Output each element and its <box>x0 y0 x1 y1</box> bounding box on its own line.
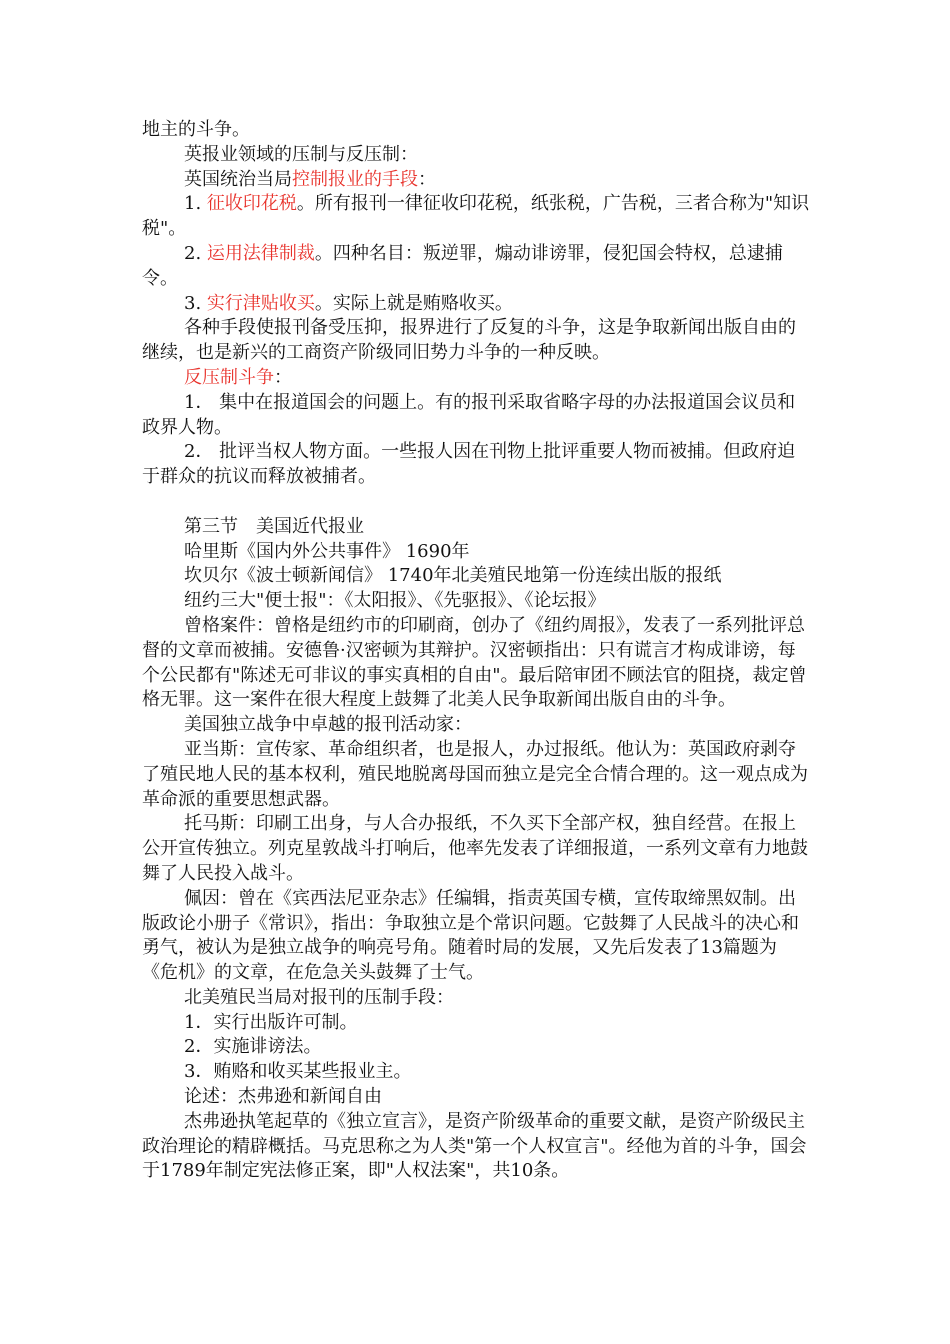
paragraph <box>142 1085 810 1110</box>
paragraph <box>142 564 810 589</box>
text-segment: 纽约三大"便士报"：《太阳报》、《先驱报》、《论坛报》 <box>184 590 606 612</box>
text-segment: ： <box>418 168 436 190</box>
text-segment: 2. <box>184 242 207 264</box>
paragraph <box>142 192 810 242</box>
paragraph <box>142 887 810 986</box>
paragraph <box>142 1110 810 1184</box>
highlighted-term: 控制报业的手段 <box>292 168 418 190</box>
text-segment: ： <box>274 366 292 388</box>
text-segment: 亚当斯：宣传家、革命组织者，也是报人，办过报纸。他认为：英国政府剥夺了殖民地人民的基本权利，殖民地脱离母国而独立是完全合情合理的。这一观点成为革命派的重要思想武器。 <box>142 738 808 810</box>
text-segment: 英国统治当局 <box>184 168 292 190</box>
paragraph <box>142 515 810 540</box>
paragraph <box>142 440 810 490</box>
text-segment: 英报业领域的压制与反压制： <box>184 143 418 165</box>
text-segment: 曾格案件：曾格是纽约市的印刷商，创办了《纽约周报》，发表了一系列批评总督的文章而被捕。安德鲁·汉密顿为其辩护。汉密顿指出：只有谎言才构成诽谤，每个公民都有"陈述无可非议的事实真相的自由"。最后陪审团不顾法官的阻挠，裁定曾格无罪。这一案件在很大程度上鼓舞了北美人民争取新闻出版自由的斗争。 <box>142 614 807 711</box>
text-segment: 第三节 美国近代报业 <box>184 515 364 537</box>
paragraph <box>142 366 810 391</box>
text-segment: 1． 集中在报道国会的问题上。有的报刊采取省略字母的办法报道国会议员和政界人物。 <box>142 391 796 438</box>
text-segment: 。实际上就是贿赂收买。 <box>314 292 513 314</box>
paragraph <box>142 614 810 713</box>
text-segment: 。所有报刊一律征收印花税，纸张税，广告税，三者合称为"知识税"。 <box>142 193 810 240</box>
text-segment: 论述：杰弗逊和新闻自由 <box>184 1086 382 1108</box>
text-segment: 美国独立战争中卓越的报刊活动家： <box>184 714 472 736</box>
text-segment: 托马斯：印刷工出身，与人合办报纸，不久买下全部产权，独自经营。在报上公开宣传独立。列克星敦战斗打响后，他率先发表了详细报道，一系列文章有力地鼓舞了人民投入战斗。 <box>142 813 808 884</box>
text-segment: 各种手段使报刊备受压抑，报界进行了反复的斗争，这是争取新闻出版自由的继续，也是新兴的工商资产阶级同旧势力斗争的一种反映。 <box>142 317 796 364</box>
paragraph <box>142 292 810 317</box>
paragraph <box>142 738 810 812</box>
text-segment: 1. <box>184 193 207 215</box>
paragraph <box>142 812 810 886</box>
paragraph <box>142 1035 810 1060</box>
paragraph <box>142 316 810 366</box>
text-segment: 哈里斯《国内外公共事件》 1690年 <box>184 540 470 562</box>
text-segment: 杰弗逊执笔起草的《独立宣言》，是资产阶级革命的重要文献，是资产阶级民主政治理论的精辟概括。马克思称之为人类"第一个人权宣言"。经他为首的斗争，国会于1789年制定宪法修正案，即"人权法案"，共10条。 <box>142 1110 807 1182</box>
paragraph <box>142 168 810 193</box>
highlighted-term: 反压制斗争 <box>184 366 274 388</box>
text-segment: 坎贝尔《波士顿新闻信》 1740年北美殖民地第一份连续出版的报纸 <box>184 565 722 587</box>
paragraph <box>142 242 810 292</box>
document-body <box>142 118 810 1184</box>
text-segment: 1．实行出版许可制。 <box>184 1011 358 1033</box>
highlighted-term: 征收印花税 <box>206 193 297 215</box>
paragraph <box>142 118 810 143</box>
text-segment: 佩因：曾在《宾西法尼亚杂志》任编辑，指责英国专横，宣传取缔黑奴制。出版政论小册子《常识》，指出：争取独立是个常识问题。它鼓舞了人民战斗的决心和勇气，被认为是独立战争的响亮号角。随着时局的发展，又先后发表了13篇题为《危机》的文章，在危急关头鼓舞了士气。 <box>142 887 799 984</box>
text-segment: 北美殖民当局对报刊的压制手段： <box>184 986 454 1008</box>
paragraph <box>142 540 810 565</box>
paragraph <box>142 1011 810 1036</box>
text-segment: 2．实施诽谤法。 <box>184 1036 322 1058</box>
text-segment: 2． 批评当权人物方面。一些报人因在刊物上批评重要人物而被捕。但政府迫于群众的抗议而释放被捕者。 <box>142 441 796 488</box>
text-segment: 地主的斗争。 <box>142 119 250 140</box>
text-segment: 3．贿赂和收买某些报业主。 <box>184 1061 412 1083</box>
paragraph <box>142 713 810 738</box>
text-segment: 3. <box>184 292 207 314</box>
highlighted-term: 实行津贴收买 <box>206 292 315 314</box>
paragraph <box>142 986 810 1011</box>
paragraph <box>142 143 810 168</box>
paragraph <box>142 1060 810 1085</box>
text-segment: 。四种名目：叛逆罪，煽动诽谤罪，侵犯国会特权，总逮捕令。 <box>142 242 783 289</box>
paragraph <box>142 589 810 614</box>
highlighted-term: 运用法律制裁 <box>206 242 315 264</box>
paragraph <box>142 391 810 441</box>
blank-line <box>142 490 810 515</box>
